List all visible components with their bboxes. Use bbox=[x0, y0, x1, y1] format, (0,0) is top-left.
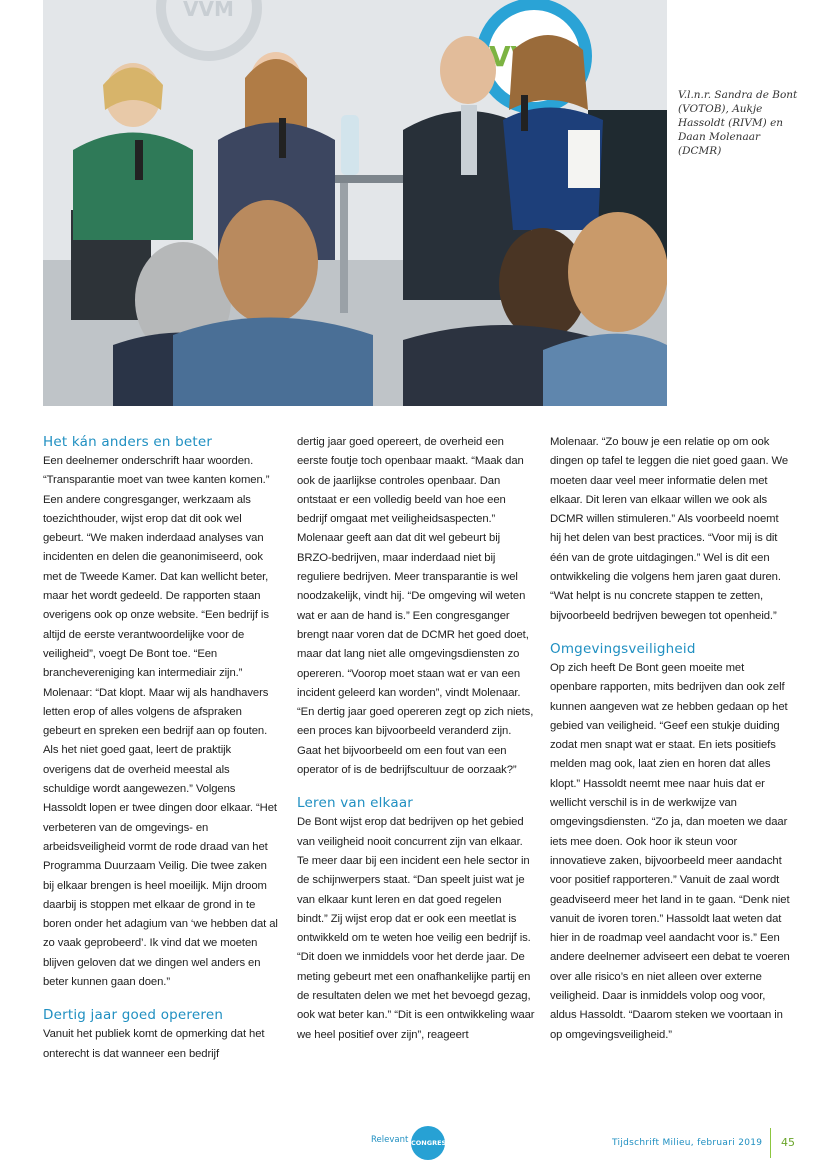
heading-omgevingsveiligheid: Omgevingsveiligheid bbox=[550, 640, 696, 657]
column-2 bbox=[297, 433, 535, 1045]
photo-caption: V.l.n.r. Sandra de Bont (VOTOB), Aukje Hassoldt (RIVM) en Daan Molenaar (DCMR) bbox=[678, 89, 798, 157]
paragraph: De Bont wijst erop dat bedrijven op het gebied van veiligheid nooit concurrent zijn van elkaar. Te meer daar bij een incident een hele sector in de schijnwerpers staat. “Dan speelt juist wat je van elkaar kunt leren en dat goed regelen bindt.” Zij wijst erop dat er ook een meetlat is ontwikkeld om te weten hoe veilig een bedrijf is. “Dit doen we inmiddels voor het derde jaar. De meting gebeurt met een onafhankelijke partij en de resultaten delen we met het bevoegd gezag, ook wat beter kan.” “Dit is een ontwikkeling waar we heel positief over zijn”, reageert bbox=[297, 816, 535, 1041]
column-3 bbox=[550, 433, 790, 1045]
column-1 bbox=[43, 433, 279, 1064]
page-number: 45 bbox=[781, 1136, 795, 1149]
photo-illustration bbox=[43, 0, 667, 406]
heading-dertig-jaar: Dertig jaar goed opereren bbox=[43, 1007, 224, 1024]
paragraph: Vanuit het publiek komt de opmerking dat het onterecht is dat wanneer een bedrijf bbox=[43, 1028, 265, 1060]
paragraph: Molenaar. “Zo bouw je een relatie op om ook dingen op tafel te leggen die niet goed gaan. We moeten daar veel meer informatie delen met elkaar. Dit leren van elkaar willen we ook als DCMR willen stimuleren.” Als voorbeeld noemt hij het delen van best practices. “Voor mij is dit één van de grote uitdagingen.” Wel is dit een ontwikkeling die volgens hem jaren gaat duren. “Wat helpt is nu concrete stappen te zetten, bijvoorbeeld bedrijven bewegen tot openheid.” bbox=[550, 436, 789, 622]
paragraph: Op zich heeft De Bont geen moeite met openbare rapporten, mits bedrijven dan ook zelf kunnen aangeven wat ze hebben gedaan op het gebied van veiligheid. “Geef een stukje duiding zodat men snapt wat er staat. En iets positiefs melden mag ook, laat zien en horen dat alles klopt.” Hassoldt neemt mee naar huis dat er wellicht verschil is in de werkwijze van omgevingsdiensten. “Zo ja, dan moeten we daar iets mee doen. Ook hoor ik steun voor innovatieve zaken, bijvoorbeeld meer aandacht voor positief rapporteren.” Vanuit de zaal wordt geadviseerd meer het land in te gaan. “Denk niet vanuit de ivoren toren.” Hassoldt laat weten dat hier in de roadmap veel aandacht voor is.” Een andere deelnemer adviseert een debat te voeren over alle risico’s en niet alleen over externe veiligheid. Daar is inmiddels volop oog voor, aldus Hassoldt. “Daarom steken we voortaan in op omgevingsveiligheid.” bbox=[550, 661, 790, 1041]
paragraph: Een deelnemer onderschrift haar woorden. “Transparantie moet van twee kanten komen.” Een andere congresganger, werkzaam als toezichthouder, wijst erop dat dit ook wel gebeurt. “We maken inderdaad analyses van incidenten en delen die geanonimiseerd, ook met de Tweede Kamer. Dat kan wellicht beter, maar het wordt gedeeld. De rapporten staan overigens ook op onze website. “Een bedrijf is altijd de eerste verantwoordelijke voor de veiligheid”, voegt De Bont toe. “Een branchevereniging kan intermediair zijn.” Molenaar: “Dat klopt. Maar wij als handhavers letten erop of alles volgens de afspraken gebeurt en spreken een bedrijf aan op fouten. Als het niet goed gaat, leert de praktijk overigens dat de overheid meestal als schuldige wordt aangewezen.” Volgens Hassoldt lopen er twee dingen door elkaar. “Het verbeteren van de omgevings- en arbeidsveiligheid vormt de rode draad van het Programma Duurzaam Veilig. Die twee zaken bij elkaar brengen is heel moeilijk. Mijn droom daarbij is stoppen met elkaar de grond in te boren onder het adagium van ‘we hebben dat al zo vaak geprobeerd’. Ik vind dat we moeten blijven geloven dat we dingen wel anders en beter kunnen gaan doen.” bbox=[43, 455, 278, 989]
panel-photo bbox=[43, 0, 667, 406]
congres-logo: CONGRES bbox=[411, 1126, 445, 1160]
heading-het-kan-anders: Het kán anders en beter bbox=[43, 434, 213, 450]
wall-logo-left: VVM bbox=[183, 0, 234, 21]
paragraph: dertig jaar goed opereert, de overheid een eerste foutje toch openbaar maakt. “Maak dan ook de jaarlijkse controles openbaar. Dan ontstaat er een volledig beeld van hoe een bedrijf omgaat met veiligheidsaspecten.” Molenaar geeft aan dat dit wel gebeurt bij BRZO-bedrijven, maar inderdaad niet bij reguliere bedrijven. Meer transparantie is wel noodzakelijk, vindt hij. “De omgeving wil weten wat er aan de hand is.” Een congresganger brengt naar voren dat de DCMR het goed doet, maar dat lang niet alle omgevingsdiensten zo opereren. “Voorop moet staan wat er van een incident geleerd kan worden”, vindt Molenaar. “En dertig jaar goed opereren zegt op zich niets, een proces kan bijvoorbeeld veranderd zijn. Gaat het bijvoorbeeld om een fout van een operator of is de bedrijfscultuur de oorzaak?” bbox=[297, 436, 534, 777]
heading-leren-van-elkaar: Leren van elkaar bbox=[297, 795, 414, 812]
footer-relevant: Relevant bbox=[371, 1135, 409, 1145]
footer-magazine: Tijdschrift Milieu, februari 2019 bbox=[612, 1138, 763, 1148]
footer-divider bbox=[770, 1128, 771, 1158]
